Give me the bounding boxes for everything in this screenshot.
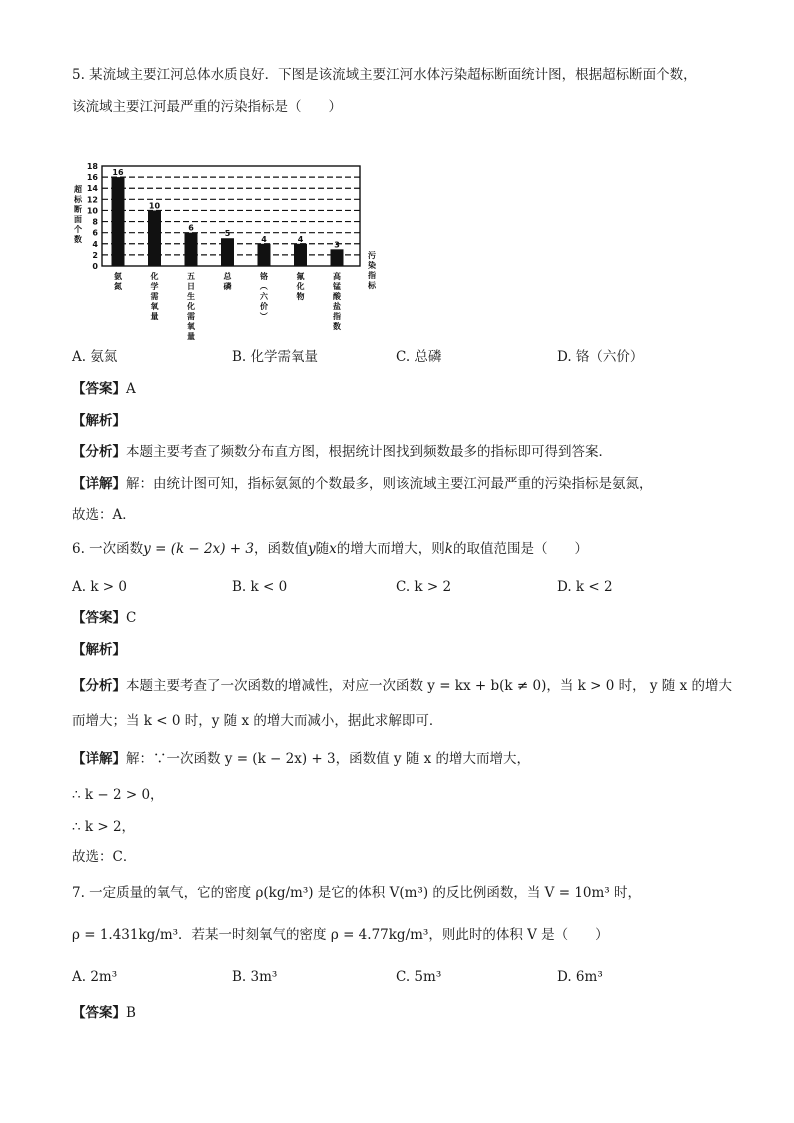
category-label-char: ） [259,312,268,320]
y-tick-label: 4 [92,239,98,249]
category-label-char: 学 [150,282,159,291]
q6-step1: ∴ k − 2 > 0， [72,787,164,803]
bar-5 [294,244,307,266]
bar-2 [185,233,198,266]
category-label-char: 指 [333,312,341,321]
q7-stem-line2: ρ = 1.431kg/m³．若某一时刻氧气的密度 ρ = 4.77kg/m³，则此时的体积 V 是（ ） [72,927,609,943]
bar-value-label: 16 [112,168,124,178]
q5-analysis-tag: 【解析】 [72,413,126,429]
y-tick-label: 10 [86,206,98,216]
category-label-char: 高 [333,272,341,281]
y-tick-label: 16 [86,173,98,183]
bar-1 [148,210,161,266]
q6-stem: 6. 一次函数y = (k − 2x) + 3，函数值y随x的增大而增大，则k的取值范围是（ ） [72,541,588,557]
bar-0 [112,177,125,266]
bar-value-label: 5 [224,229,231,239]
q5-stem-line2: 该流域主要江河最严重的污染指标是（ ） [72,99,342,115]
answer-value: A [126,381,136,397]
category-label-char: 氧 [150,302,159,311]
category-label-char: 磷 [223,282,232,291]
category-label-char: 日 [187,282,195,291]
category-label-char: 物 [296,292,305,301]
category-label-char: 铬 [260,272,268,281]
category-label-char: 数 [333,322,341,331]
q7-option-b: B. 3m³ [232,969,278,985]
q6-fenxi-line1: 【分析】本题主要考查了一次函数的增减性，对应一次函数 y = kx + b(k ≠ 0)，当 k > 0 时， y 随 x 的增大 [72,678,732,694]
category-label-char: 价 [260,302,268,311]
q6-xiangjie: 【详解】解：∵一次函数 y = (k − 2x) + 3，函数值 y 随 x 的增大而增大， [72,751,531,767]
category-label-char: 量 [187,332,195,341]
q6-analysis-tag: 【解析】 [72,642,126,658]
q6-fenxi-line2: 而增大；当 k < 0 时，y 随 x 的增大而减小，据此求解即可． [72,713,443,729]
y-axis-label-char: 标 [74,195,82,204]
q5-xiangjie: 【详解】解：由统计图可知，指标氨氮的个数最多，则该流域主要江河最严重的污染指标是氨氮， [72,476,653,492]
q6-step2: ∴ k > 2， [72,819,136,835]
q5-answer [72,380,136,398]
q5-option-c: C. 总磷 [396,349,442,365]
q7-option-c: C. 5m³ [396,969,442,985]
category-label-char: 需 [187,312,195,321]
bar-value-label: 4 [297,234,304,244]
y-axis-label-char: 面 [74,215,82,224]
y-tick-label: 6 [92,228,98,238]
q6-option-d: D. k < 2 [557,579,613,595]
category-label-char: 量 [150,312,159,321]
category-label-char: 总 [223,272,232,281]
category-label-char: 氧 [187,322,195,331]
bar-4 [258,244,271,266]
q6-formula: y = (k − 2x) + 3 [143,541,254,557]
category-label-char: 锰 [333,282,341,291]
q5-option-a: A. 氨氮 [72,349,118,365]
pollution-bar-chart [72,158,392,341]
x-axis-label-char: 指 [368,271,376,280]
q6-choice: 故选：C． [72,849,137,865]
answer-tag: 【答案】 [72,381,126,397]
bar-value-label: 10 [148,201,161,211]
category-label-char: 五 [187,272,195,281]
chart-bars [112,177,344,266]
q7-stem-line1: 7. 一定质量的氧气，它的密度 ρ(kg/m³) 是它的体积 V(m³) 的反比例函数，当 V = 10m³ 时， [72,885,642,901]
category-label-char: 化 [150,272,159,281]
q6-option-a: A. k > 0 [72,579,127,595]
y-axis-label-char: 超 [74,185,82,194]
q5-stem-line1: 5. 某流域主要江河总体水质良好．下图是该流域主要江河水体污染超标断面统计图，根据超标断面个数， [72,67,697,83]
y-tick-label: 0 [92,262,98,271]
q5-option-b: B. 化学需氧量 [232,349,319,365]
q5-option-d: D. 铬（六价） [557,349,644,365]
category-label-char: 六 [260,292,268,301]
category-label-char: 化 [296,282,305,291]
bar-value-label: 4 [261,234,267,244]
y-tick-label: 14 [86,184,98,194]
y-tick-label: 2 [92,250,98,260]
category-label-char: 氨 [114,272,122,281]
x-axis-label-char: 染 [368,261,376,270]
bar-value-label: 3 [334,240,340,250]
q7-option-a: A. 2m³ [72,969,118,985]
category-label-char: 氮 [114,282,122,291]
x-axis-label-char: 污 [368,251,376,260]
category-label-char: 生 [187,292,195,301]
y-axis-label-char: 个 [74,225,82,234]
category-label-char: 盐 [333,302,341,311]
category-label-char: 氟 [296,272,305,281]
bar-3 [221,238,234,266]
bar-6 [331,249,344,266]
y-tick-label: 8 [92,217,98,227]
q6-option-b: B. k < 0 [232,579,288,595]
q6-answer: 【答案】C [72,610,137,626]
y-axis-label-char: 数 [74,235,82,244]
category-label-char: 化 [187,302,195,311]
category-label-char: （ [259,282,268,290]
x-axis-label-char: 标 [368,281,376,290]
category-label-char: 需 [150,292,159,301]
category-label-char: 酸 [333,292,341,301]
bar-value-label: 6 [188,223,194,233]
q5-fenxi: 【分析】本题主要考查了频数分布直方图，根据统计图找到频数最多的指标即可得到答案． [72,444,612,460]
q5-choice: 故选：A． [72,507,136,523]
y-axis-label-char: 断 [74,205,82,214]
q7-answer: 【答案】B [72,1005,136,1021]
q6-option-c: C. k > 2 [396,579,452,595]
y-tick-label: 18 [86,162,98,171]
q7-option-d: D. 6m³ [557,969,603,985]
y-tick-label: 12 [86,195,98,205]
